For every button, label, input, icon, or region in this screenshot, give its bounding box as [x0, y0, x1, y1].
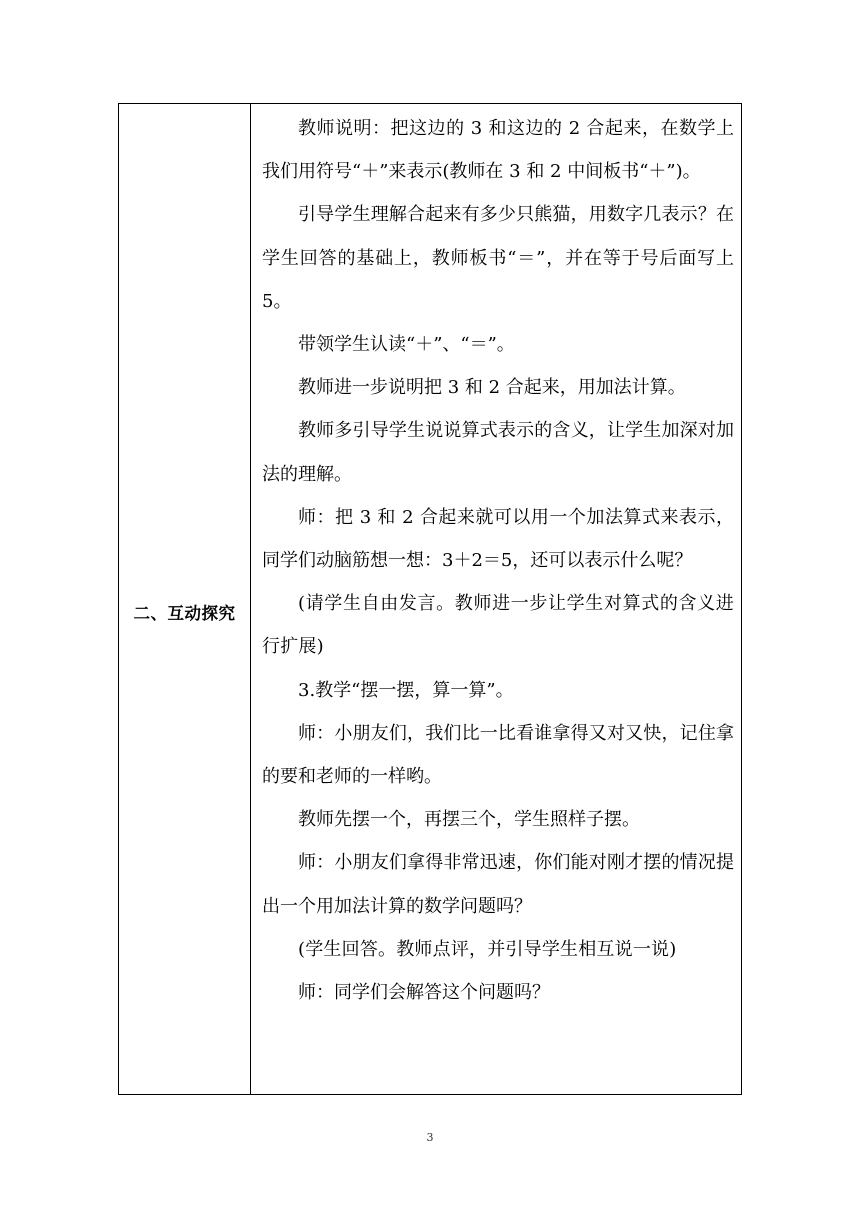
paragraph: 师：小朋友们拿得非常迅速，你们能对刚才摆的情况提出一个用加法计算的数学问题吗？: [262, 852, 734, 917]
paragraph: 师：同学们会解答这个问题吗？: [298, 982, 550, 1004]
paragraph: (请学生自由发言。教师进一步让学生对算式的含义进行扩展): [262, 593, 734, 658]
paragraph: 3.教学“摆一摆，算一算”。: [298, 679, 514, 701]
lesson-table: [118, 103, 742, 1095]
paragraph: 教师说明：把这边的 3 和这边的 2 合起来，在数学上我们用符号“＋”来表示(教师在 3 和 2 中间板书“＋”)。: [262, 118, 734, 183]
paragraph: 教师多引导学生说说算式表示的含义，让学生加深对加法的理解。: [262, 420, 734, 485]
paragraph: (学生回答。教师点评，并引导学生相互说一说): [298, 938, 677, 960]
paragraph: 带领学生认读“＋”、“＝”。: [298, 334, 515, 356]
paragraph: 师：小朋友们，我们比一比看谁拿得又对又快，记住拿的要和老师的一样哟。: [262, 722, 734, 788]
section-label: 二、互动探究: [133, 603, 236, 623]
paragraph: 引导学生理解合起来有多少只熊猫，用数字几表示？在学生回答的基础上，教师板书“＝”，并在等于号后面写上 5。: [262, 204, 734, 312]
paragraph: 教师先摆一个，再摆三个，学生照样子摆。: [298, 809, 640, 831]
lesson-content-cell: [251, 104, 741, 1094]
section-label-cell: [119, 104, 251, 1094]
page-number: 3: [426, 1131, 434, 1144]
paragraph: 教师进一步说明把 3 和 2 合起来，用加法计算。: [298, 377, 686, 399]
paragraph: 师：把 3 和 2 合起来就可以用一个加法算式来表示，同学们动脑筋想一想：3＋2＝5，还可以表示什么呢？: [262, 506, 734, 572]
